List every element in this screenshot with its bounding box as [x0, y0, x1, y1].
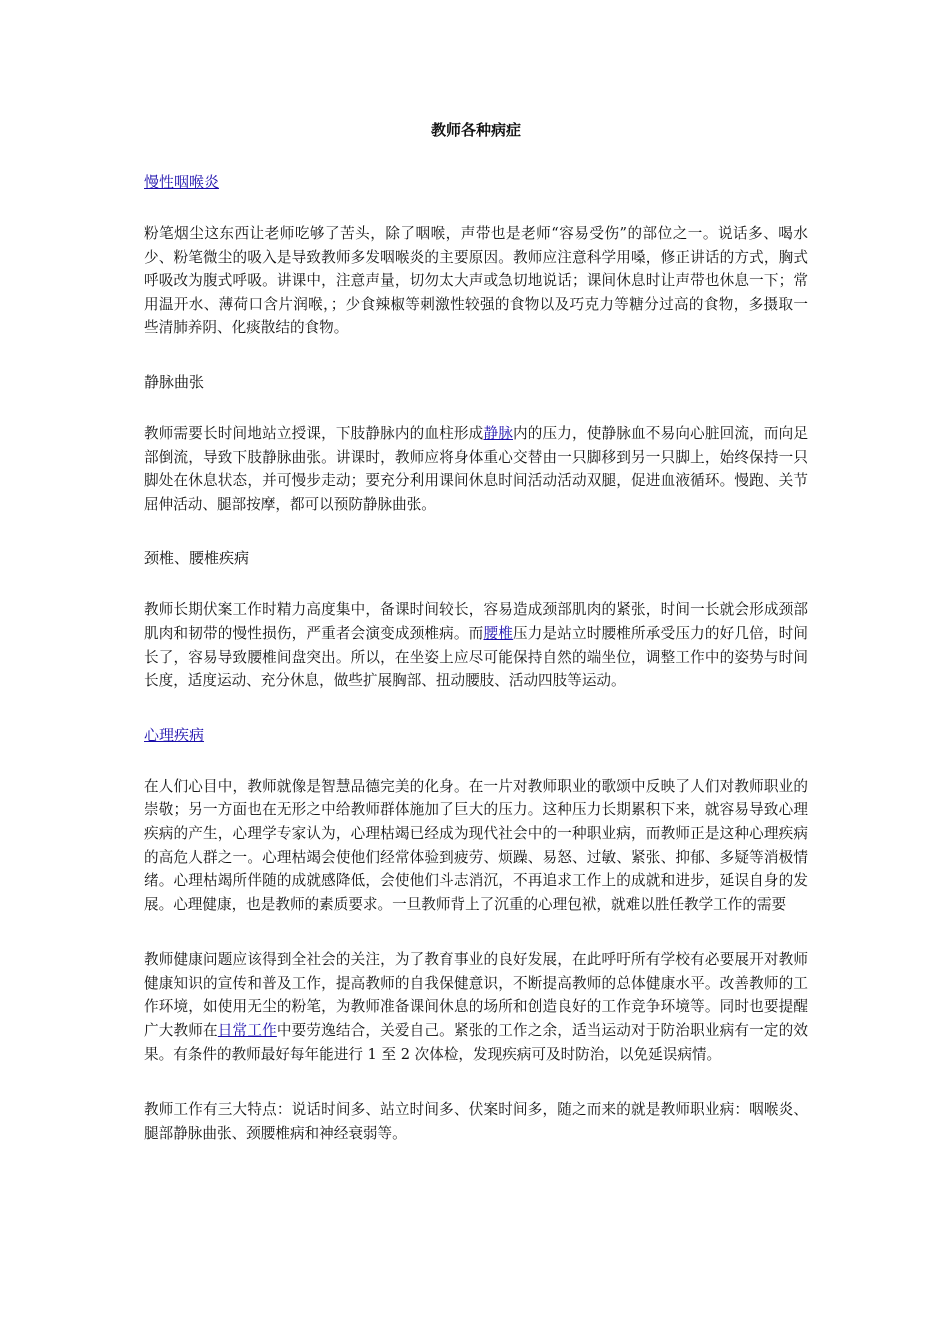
document-page	[144, 120, 808, 1177]
section-heading-mental	[144, 725, 808, 745]
varicose-text-after: 内的压力，使静脉血不易向心脏回流，而向足部倒流，导致下肢静脉曲张。讲课时，教师应将身体重心交替由一只脚移到另一只脚上，始终保持一只脚处在休息状态，并可慢步走动；要充分利用课间休息时间活动活动双腿，促进血液循环。慢跑、关节屈伸活动、腿部按摩，都可以预防静脉曲张。	[144, 424, 808, 513]
closing-paragraph-2: 教师工作有三大特点：说话时间多、站立时间多、伏案时间多，随之而来的就是教师职业病：咽喉炎、腿部静脉曲张、颈腰椎病和神经衰弱等。	[144, 1101, 808, 1142]
spine-paragraph	[144, 598, 808, 692]
lumbar-link[interactable]: 腰椎	[483, 624, 513, 642]
mental-illness-link[interactable]: 心理疾病	[144, 725, 205, 744]
pharyngitis-link[interactable]: 慢性咽喉炎	[144, 173, 220, 191]
section-heading-spine: 颈椎、腰椎疾病	[144, 549, 250, 568]
closing-text-before: 教师健康问题应该得到全社会的关注，为了教育事业的良好发展，在此呼吁所有学校有必要展开对教师健康知识的宣传和普及工作，提高教师的自我保健意识，不断提高教师的总体健康水平。改善教师的工作环境，如使用无尘的粉笔，为教师准备课间休息的场所和创造良好的工作竞争环境等。同时也要提醒广大教师在	[144, 951, 808, 1040]
section-heading-pharyngitis	[144, 172, 808, 192]
closing-paragraph-1	[144, 948, 808, 1066]
document-title: 教师各种病症	[430, 121, 521, 139]
mental-paragraph: 在人们心目中，教师就像是智慧品德完美的化身。在一片对教师职业的歌颂中反映了人们对教师职业的崇敬；另一方面也在无形之中给教师群体施加了巨大的压力。这种压力长期累积下来，就容易导致心理疾病的产生，心理学专家认为，心理枯竭已经成为现代社会中的一种职业病，而教师正是这种心理疾病的高危人群之一。心理枯竭会使他们经常体验到疲劳、烦躁、易怒、过敏、紧张、抑郁、多疑等消极情绪。心理枯竭所伴随的成就感降低，会使他们斗志消沉，不再追求工作上的成就和进步，延误自身的发展。心理健康，也是教师的素质要求。一旦教师背上了沉重的心理包袱，就难以胜任教学工作的需要	[144, 777, 808, 913]
section-heading-varicose: 静脉曲张	[144, 372, 205, 391]
spine-text-before: 教师长期伏案工作时精力高度集中，备课时间较长，容易造成颈部肌肉的紧张，时间一长就会形成颈部肌肉和韧带的慢性损伤，严重者会演变成颈椎病。而	[144, 601, 808, 642]
pharyngitis-paragraph: 粉笔烟尘这东西让老师吃够了苦头，除了咽喉，声带也是老师“容易受伤”的部位之一。说话多、喝水少、粉笔微尘的吸入是导致教师多发咽喉炎的主要原因。教师应注意科学用嗓，修正讲话的方式，胸式呼吸改为腹式呼吸。讲课中，注意声量，切勿太大声或急切地说话；课间休息时让声带也休息一下；常用温开水、薄荷口含片润喉，；少食辣椒等刺激性较强的食物以及巧克力等糖分过高的食物，多摄取一些清肺养阴、化痰散结的食物。	[144, 225, 808, 337]
daily-work-link[interactable]: 日常工作	[217, 1022, 277, 1040]
varicose-paragraph	[144, 422, 808, 516]
varicose-text-before: 教师需要长时间地站立授课，下肢静脉内的血柱形成	[144, 424, 484, 442]
vein-link[interactable]: 静脉	[483, 424, 513, 442]
closing-text-after: 中要劳逸结合，关爱自己。紧张的工作之余，适当运动对于防治职业病有一定的效果。有条件的教师最好每年能进行 1 至 2 次体检，发现疾病可及时防治，以免延误病情。	[144, 1022, 808, 1063]
spine-text-after: 压力是站立时腰椎所承受压力的好几倍，时间长了，容易导致腰椎间盘突出。所以，在坐姿上应尽可能保持自然的端坐位，调整工作中的姿势与时间长度，适度运动、充分休息，做些扩展胸部、扭动腰肢、活动四肢等运动。	[144, 624, 808, 690]
